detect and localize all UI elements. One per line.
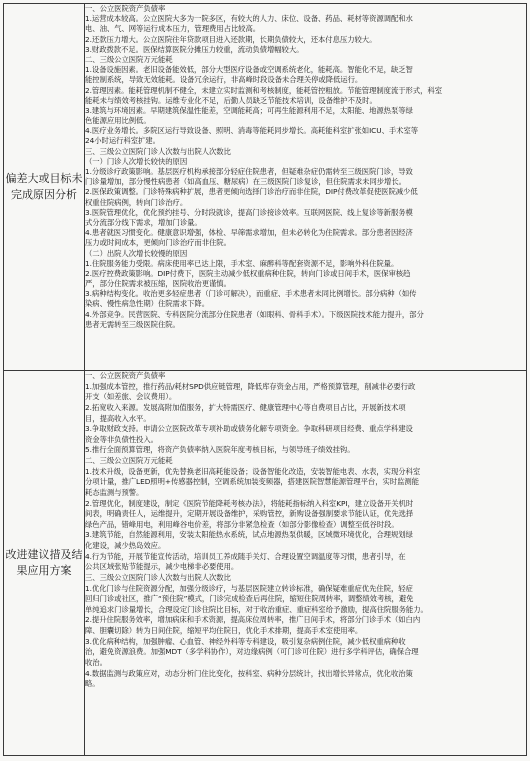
content-line: 4.患者就医习惯变化。健康意识增强，体检、早筛需求增加，但未必转化为住院需求。部分患者因经济	[85, 228, 413, 238]
content-line: 分项计量，推广LED照明+传感器控制，空调系统加装变频器，搭建医院智慧能源管理平台，实时监测能	[85, 477, 419, 487]
content-line: 一、公立医院资产负债率	[85, 371, 166, 380]
row-label: 偏差大或目标未完成原因分析	[4, 4, 85, 371]
content-line: 2.医保政策调整。门诊特殊病种扩展，患者更倾向选择门诊治疗而非住院，DIP付费改革促使医院减少低	[85, 187, 418, 197]
content-line: 门诊量增加，部分慢性病患者（如高血压、糖尿病）在三级医院门诊复诊，但住院需求未同步增长。	[85, 177, 406, 187]
content-line: 目，提高收入水平。	[85, 413, 151, 423]
content-line: 收治。	[85, 657, 107, 667]
content-line: 二、三级公立医院万元能耗	[85, 54, 173, 64]
content-line: 间表，明确责任人，运维提升，定期开展设备维护，采购管控，新购设备强制要求节能认证，优先选择	[85, 509, 414, 519]
deviation-analysis-row	[4, 4, 527, 371]
content-line: 1.设备设施因素。老旧设备能效低，部分大型医疗设备或空调系统老化，能耗高。智能化不足，缺乏智	[85, 65, 413, 75]
content-line: 4.外部竞争。民营医院、专科医院分流部分住院患者（如眼科、骨科手术）。下级医院技术能力提升，部分	[85, 309, 424, 319]
content-line: 3.建筑与环境因素。早期建筑保温性能差，空调能耗高；可再生能源利用不足，太阳能、地源热泵等绿	[85, 105, 413, 115]
analysis-table	[3, 3, 527, 756]
content-line: 3.优化病种结构，加强肿瘤、心血管、神经外科等专科建设，吸引复杂病例住院，减少低权重病种收	[85, 636, 406, 646]
content-line: 4.医疗业务增长。多院区运行导致设备、照明、消毒等能耗同步增长。高耗能科室扩张如ICU、手术室等	[85, 126, 419, 136]
content-line: 二、三级公立医院万元能耗	[85, 456, 173, 465]
content-line: 患者无需转至三级医院住院。	[85, 319, 180, 329]
content-line: 2.管理因素。能耗管理机制不健全，未建立实时监测和考核制度，能耗管控粗放。节能管理制度流于形式，科室	[85, 85, 443, 95]
content-line: 3.医院管理优化，优化预约挂号、分时段就诊，提高门诊接诊效率。互联网医院、线上复诊等新服务模	[85, 207, 413, 217]
content-line: 能控制系统，导致无效能耗。设备冗余运行，非高峰时段设备未合理关停或降低运行。	[85, 75, 363, 85]
content-line: 3.建筑节能，自然能源利用，安装太阳能热水系统，试点地源热泵供暖，区域微环境优化，合理规划绿	[85, 530, 413, 540]
content-line: 1.运营成本较高。公立医院大多为一院多区，有较大的人力、床位、设备、药品、耗材等资源调配和水	[85, 14, 413, 24]
improvement-plan-row	[4, 371, 527, 756]
content-line: 色能源应用比例低。	[85, 116, 151, 126]
content-line: 5.推行全面预算管理，将资产负债率纳入医院年度考核目标，与领导班子绩效挂钩。	[85, 445, 355, 455]
content-line: 4.数据监测与政策应对，动态分析门住比变化，按科室、病种分层统计，找出增长异常点，优化收治策	[85, 668, 413, 678]
content-line: 3.财政拨款不足。医保结算医院分摊压力较重，流动负债增幅较大。	[85, 44, 304, 54]
content-line: 绿色产品，错峰用电，利用峰谷电价差，将部分非紧急检查（如部分影像检查）调整至低谷时段。	[85, 519, 399, 529]
row-label: 改进建议措及结果应用方案	[4, 371, 85, 756]
content-line: 电、油、气、网等运行成本压力，管理费用占比较高。	[85, 24, 261, 34]
content-line: 三、三级公立医院门诊人次数与出院人次数比	[85, 572, 231, 582]
content-line: 1.住院服务能力受限。病床使用率已达上限，手术室、麻醉科等配套资源不足，影响外科住院量。	[85, 258, 399, 268]
content-line: 单纯追求门诊量增长，合理设定门诊住院比目标，对于收治重症、重症科室给予激励，提高住院服务能力。	[85, 604, 428, 614]
content-line: 回归门诊或社区，推广“预住院”模式，门诊完成检查后再住院，缩短住院周转率，调整绩效考核，避免	[85, 594, 414, 604]
content-line: 2.提升住院服务效率，增加病床和手术资源，提高床位周转率，推广日间手术，将部分门诊手术（如白内	[85, 615, 421, 625]
content-line: 2.医疗控费政策影响。DIP付费下，医院主动减少低权重病种住院，转向门诊或日间手术，医保审核趋	[85, 268, 411, 278]
content-line: 2.拓宽收入来源。发展高附加值服务，扩大特需医疗、健康管理中心等自费项目占比，开展新技术项	[85, 402, 406, 412]
content-line: 2.管理优化，制度建设，制定《医院节能降耗考核办法》，将能耗指标纳入科室KPI，建立设备开关机时	[85, 498, 414, 508]
content-line: 1.技术升级，设备更新，优先替换老旧高耗能设备；设备智能化改造，安装智能电表、水表，实现分科室	[85, 466, 421, 476]
content-line: 1.优化门诊与住院资源分配，加强分级诊疗，与基层医院建立转诊标准，确保疑难重症优先住院，轻症	[85, 583, 413, 593]
content-line: 3.争取财政支持。申请公立医院改革专项补助或债务化解专项资金。争取科研项目经费、重点学科建设	[85, 424, 413, 434]
content-line: （二）出院人次增长较慢的原因	[85, 248, 188, 258]
content-line: 1.加强成本管控，推行药品/耗材SPD供应链管理，降低库存资金占用，严格预算管理，削减非必要行政	[85, 381, 416, 391]
row-content	[85, 371, 527, 756]
content-line: （一）门诊人次增长较快的原因	[85, 156, 188, 166]
content-line: 能耗未与绩效考核挂钩。运维专业化不足，后勤人员缺乏节能技术培训，设备维护不及时。	[85, 95, 377, 105]
content-line: 3.病种结构变化。收治更多轻症患者（门诊可解决），而重症、手术患者未同比例增长。部分病种（如传	[85, 289, 417, 299]
content-line: 压力或时间成本，更倾向门诊治疗而非住院。	[85, 238, 231, 248]
content-line: 开支（如差旅、会议费用）。	[85, 392, 177, 402]
content-line: 2.还款压力增大。公立医院往年贷款项目进入还款期，长期负债较大，还本付息压力较大。	[85, 34, 377, 44]
content-line: 治，避免资源浪费。加强MDT（多学科协作），对边缘病例（可门诊可住院）进行多学科评估，确保合理	[85, 647, 419, 657]
content-line: 公共区域张贴节能提示，减少电梯非必要使用。	[85, 562, 239, 572]
content-line: 耗态监测与预警。	[85, 487, 144, 497]
content-line: 化建设，减少热岛效应。	[85, 541, 166, 550]
content-line: 式分流部分线下需求，增加门诊量。	[85, 217, 202, 227]
content-line: 资金等非负债性投入。	[85, 434, 158, 444]
content-line: 严，部分住院需求被压缩，医院收治更谨慎。	[85, 279, 231, 289]
content-line: 障、胆囊切除）转为日间住院，缩短平均住院日，优化手术排期，提高手术室使用率。	[85, 626, 363, 635]
content-line: 一、公立医院资产负债率	[85, 4, 166, 13]
content-line: 染病、慢性病急性期）住院需求下降。	[85, 299, 209, 309]
content-line: 24小时运行科室扩建。	[85, 136, 160, 146]
row-content	[85, 4, 527, 371]
content-line: 4.行为节能，开展节能宣传活动，培训员工养成随手关灯、合理设置空调温度等习惯，患者引导，在	[85, 551, 406, 561]
content-line: 三、三级公立医院门诊人次数与出院人次数比	[85, 146, 231, 156]
content-line: 1.分级诊疗政策影响。基层医疗机构承接部分轻症住院患者，但疑难杂症仍需转至三级医院门诊，导致	[85, 167, 413, 176]
content-line: 权重住院病例，转向门诊治疗。	[85, 197, 188, 207]
content-line: 略。	[85, 679, 100, 689]
